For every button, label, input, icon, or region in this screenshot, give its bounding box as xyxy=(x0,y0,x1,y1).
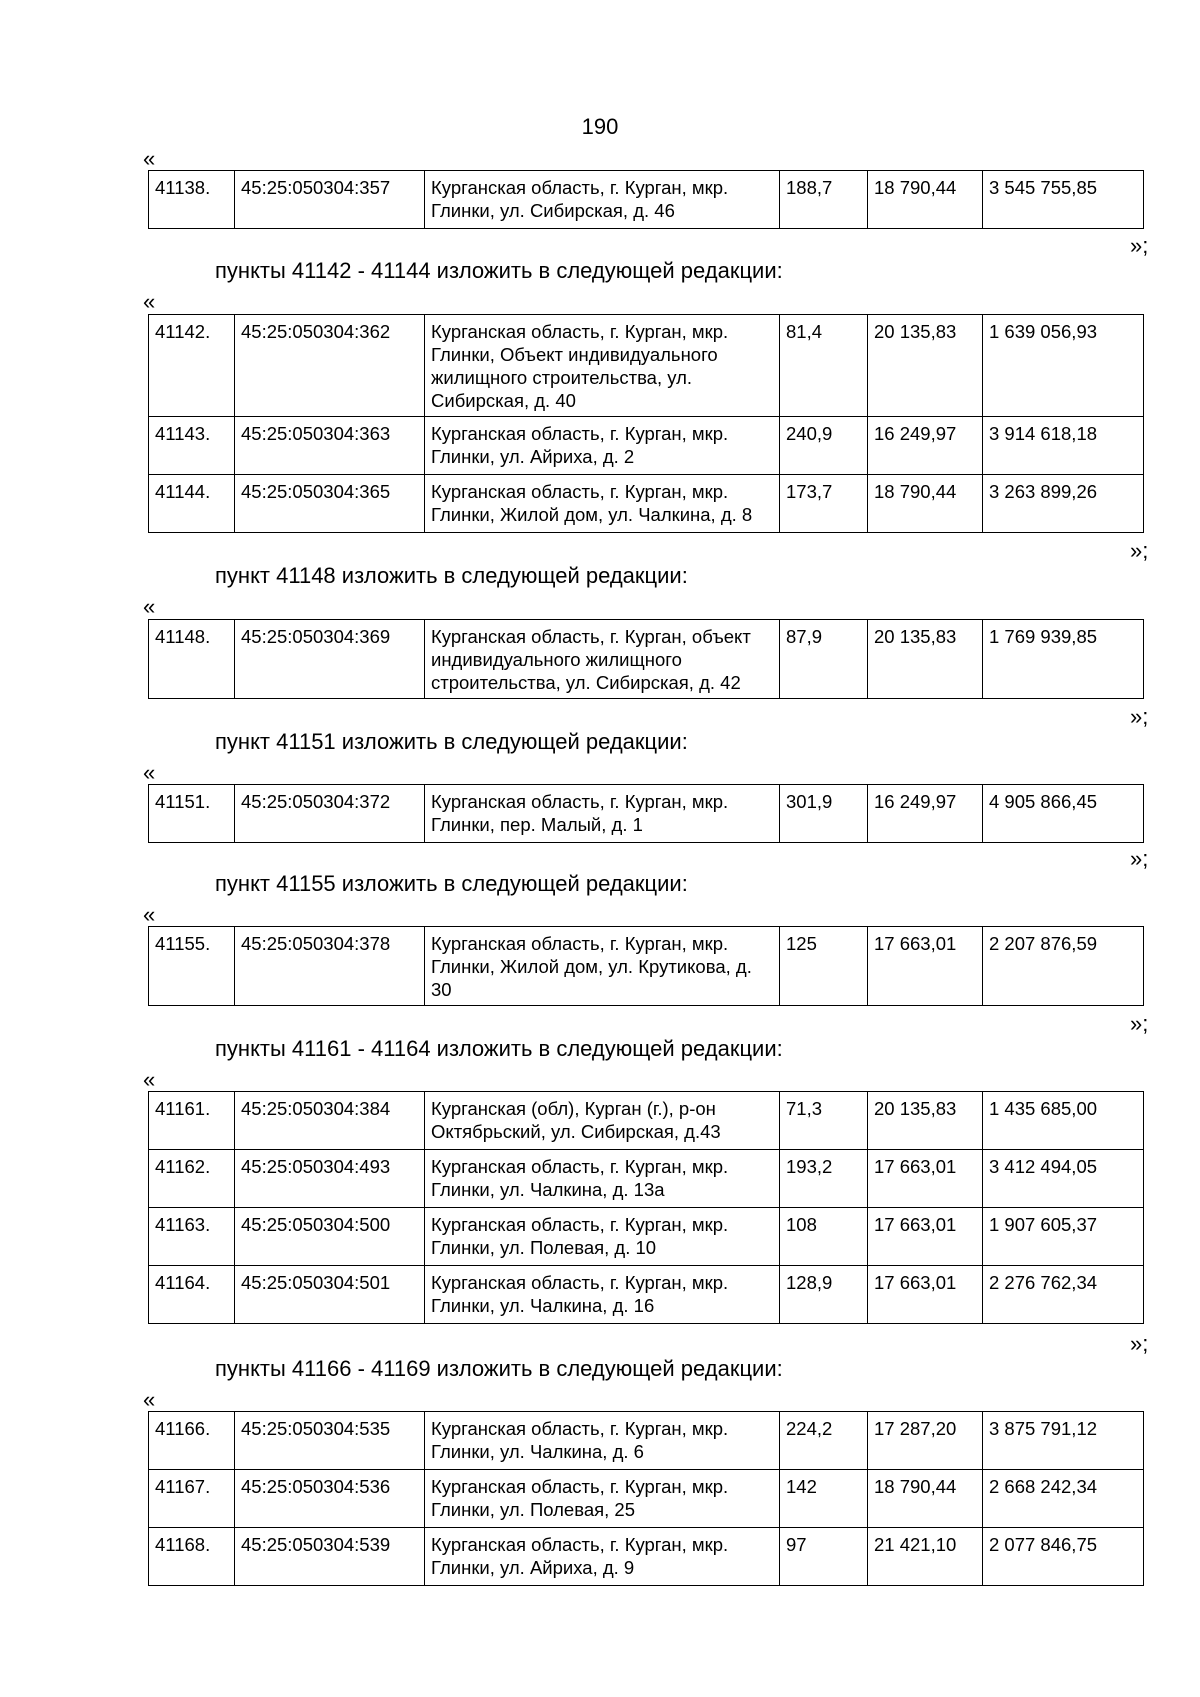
cadastral-value: 2 668 242,34 xyxy=(983,1470,1144,1528)
open-quote: « xyxy=(143,760,156,785)
table-row xyxy=(149,1470,1144,1528)
table-row xyxy=(149,315,1144,417)
item-number: 41161. xyxy=(149,1092,235,1150)
table-row xyxy=(149,1092,1144,1150)
area: 240,9 xyxy=(780,417,868,475)
cadastral-number: 45:25:050304:378 xyxy=(235,927,425,1006)
rate: 20 135,83 xyxy=(868,620,983,699)
table-row xyxy=(149,1266,1144,1324)
rate: 20 135,83 xyxy=(868,315,983,417)
cadastral-value: 1 639 056,93 xyxy=(983,315,1144,417)
address: Курганская область, г. Курган, мкр. Глинки, ул. Айриха, д. 9 xyxy=(425,1528,780,1586)
table-row xyxy=(149,417,1144,475)
rate: 17 663,01 xyxy=(868,1266,983,1324)
item-number: 41163. xyxy=(149,1208,235,1266)
item-number: 41155. xyxy=(149,927,235,1006)
table-row xyxy=(149,1528,1144,1586)
cadastral-number: 45:25:050304:363 xyxy=(235,417,425,475)
table-row xyxy=(149,620,1144,699)
property-table xyxy=(148,926,1144,1006)
cadastral-value: 3 545 755,85 xyxy=(983,171,1144,229)
rate: 17 663,01 xyxy=(868,1150,983,1208)
item-number: 41162. xyxy=(149,1150,235,1208)
address: Курганская область, г. Курган, мкр. Глинки, ул. Чалкина, д. 6 xyxy=(425,1412,780,1470)
close-quote: »; xyxy=(1130,704,1149,729)
cadastral-value: 3 263 899,26 xyxy=(983,475,1144,533)
area: 193,2 xyxy=(780,1150,868,1208)
area: 224,2 xyxy=(780,1412,868,1470)
table-row xyxy=(149,927,1144,1006)
cadastral-value: 3 914 618,18 xyxy=(983,417,1144,475)
instruction-text: пункт 41155 изложить в следующей редакции: xyxy=(215,871,688,896)
cadastral-number: 45:25:050304:369 xyxy=(235,620,425,699)
item-number: 41138. xyxy=(149,171,235,229)
cadastral-number: 45:25:050304:493 xyxy=(235,1150,425,1208)
table-row xyxy=(149,1412,1144,1470)
open-quote: « xyxy=(143,1387,156,1412)
area: 97 xyxy=(780,1528,868,1586)
item-number: 41143. xyxy=(149,417,235,475)
table-row xyxy=(149,1208,1144,1266)
open-quote: « xyxy=(143,594,156,619)
cadastral-value: 1 769 939,85 xyxy=(983,620,1144,699)
address: Курганская область, г. Курган, мкр. Глинки, ул. Айриха, д. 2 xyxy=(425,417,780,475)
item-number: 41144. xyxy=(149,475,235,533)
area: 125 xyxy=(780,927,868,1006)
cadastral-value: 3 875 791,12 xyxy=(983,1412,1144,1470)
area: 87,9 xyxy=(780,620,868,699)
cadastral-number: 45:25:050304:362 xyxy=(235,315,425,417)
cadastral-number: 45:25:050304:500 xyxy=(235,1208,425,1266)
table-row xyxy=(149,475,1144,533)
item-number: 41164. xyxy=(149,1266,235,1324)
property-table xyxy=(148,170,1144,229)
open-quote: « xyxy=(143,902,156,927)
close-quote: »; xyxy=(1130,1011,1149,1036)
rate: 18 790,44 xyxy=(868,171,983,229)
address: Курганская (обл), Курган (г.), р-он Октябрьский, ул. Сибирская, д.43 xyxy=(425,1092,780,1150)
cadastral-number: 45:25:050304:384 xyxy=(235,1092,425,1150)
close-quote: »; xyxy=(1130,1331,1149,1356)
area: 173,7 xyxy=(780,475,868,533)
page-number: 190 xyxy=(581,114,619,139)
property-table xyxy=(148,784,1144,843)
close-quote: »; xyxy=(1130,538,1149,563)
area: 128,9 xyxy=(780,1266,868,1324)
address: Курганская область, г. Курган, мкр. Глинки, ул. Чалкина, д. 13а xyxy=(425,1150,780,1208)
address: Курганская область, г. Курган, мкр. Глинки, ул. Полевая, д. 10 xyxy=(425,1208,780,1266)
cadastral-number: 45:25:050304:539 xyxy=(235,1528,425,1586)
cadastral-number: 45:25:050304:365 xyxy=(235,475,425,533)
property-table xyxy=(148,1091,1144,1324)
address: Курганская область, г. Курган, объект индивидуального жилищного строительства, ул. Сибирская, д. 42 xyxy=(425,620,780,699)
cadastral-number: 45:25:050304:501 xyxy=(235,1266,425,1324)
instruction-text: пункты 41166 - 41169 изложить в следующей редакции: xyxy=(215,1356,783,1381)
rate: 16 249,97 xyxy=(868,785,983,843)
open-quote: « xyxy=(143,146,156,171)
cadastral-value: 1 907 605,37 xyxy=(983,1208,1144,1266)
property-table xyxy=(148,314,1144,533)
address: Курганская область, г. Курган, мкр. Глинки, Жилой дом, ул. Крутикова, д. 30 xyxy=(425,927,780,1006)
rate: 16 249,97 xyxy=(868,417,983,475)
rate: 20 135,83 xyxy=(868,1092,983,1150)
area: 71,3 xyxy=(780,1092,868,1150)
rate: 18 790,44 xyxy=(868,1470,983,1528)
property-table xyxy=(148,1411,1144,1586)
open-quote: « xyxy=(143,289,156,314)
item-number: 41166. xyxy=(149,1412,235,1470)
cadastral-number: 45:25:050304:536 xyxy=(235,1470,425,1528)
instruction-text: пункт 41151 изложить в следующей редакции: xyxy=(215,729,688,754)
item-number: 41142. xyxy=(149,315,235,417)
address: Курганская область, г. Курган, мкр. Глинки, Объект индивидуального жилищного строительства, ул. Сибирская, д. 40 xyxy=(425,315,780,417)
address: Курганская область, г. Курган, мкр. Глинки, ул. Сибирская, д. 46 xyxy=(425,171,780,229)
item-number: 41168. xyxy=(149,1528,235,1586)
close-quote: »; xyxy=(1130,233,1149,258)
cadastral-value: 2 276 762,34 xyxy=(983,1266,1144,1324)
instruction-text: пункты 41142 - 41144 изложить в следующей редакции: xyxy=(215,258,783,283)
address: Курганская область, г. Курган, мкр. Глинки, ул. Чалкина, д. 16 xyxy=(425,1266,780,1324)
close-quote: »; xyxy=(1130,846,1149,871)
cadastral-value: 2 207 876,59 xyxy=(983,927,1144,1006)
open-quote: « xyxy=(143,1067,156,1092)
area: 81,4 xyxy=(780,315,868,417)
area: 188,7 xyxy=(780,171,868,229)
rate: 17 663,01 xyxy=(868,1208,983,1266)
cadastral-value: 3 412 494,05 xyxy=(983,1150,1144,1208)
area: 108 xyxy=(780,1208,868,1266)
rate: 18 790,44 xyxy=(868,475,983,533)
item-number: 41148. xyxy=(149,620,235,699)
table-row xyxy=(149,171,1144,229)
cadastral-value: 4 905 866,45 xyxy=(983,785,1144,843)
cadastral-number: 45:25:050304:535 xyxy=(235,1412,425,1470)
cadastral-value: 1 435 685,00 xyxy=(983,1092,1144,1150)
rate: 17 287,20 xyxy=(868,1412,983,1470)
address: Курганская область, г. Курган, мкр. Глинки, ул. Полевая, 25 xyxy=(425,1470,780,1528)
table-row xyxy=(149,1150,1144,1208)
area: 142 xyxy=(780,1470,868,1528)
item-number: 41167. xyxy=(149,1470,235,1528)
instruction-text: пункт 41148 изложить в следующей редакции: xyxy=(215,563,688,588)
cadastral-number: 45:25:050304:372 xyxy=(235,785,425,843)
rate: 21 421,10 xyxy=(868,1528,983,1586)
table-row xyxy=(149,785,1144,843)
instruction-text: пункты 41161 - 41164 изложить в следующей редакции: xyxy=(215,1036,783,1061)
cadastral-number: 45:25:050304:357 xyxy=(235,171,425,229)
rate: 17 663,01 xyxy=(868,927,983,1006)
area: 301,9 xyxy=(780,785,868,843)
property-table xyxy=(148,619,1144,699)
item-number: 41151. xyxy=(149,785,235,843)
address: Курганская область, г. Курган, мкр. Глинки, пер. Малый, д. 1 xyxy=(425,785,780,843)
cadastral-value: 2 077 846,75 xyxy=(983,1528,1144,1586)
address: Курганская область, г. Курган, мкр. Глинки, Жилой дом, ул. Чалкина, д. 8 xyxy=(425,475,780,533)
